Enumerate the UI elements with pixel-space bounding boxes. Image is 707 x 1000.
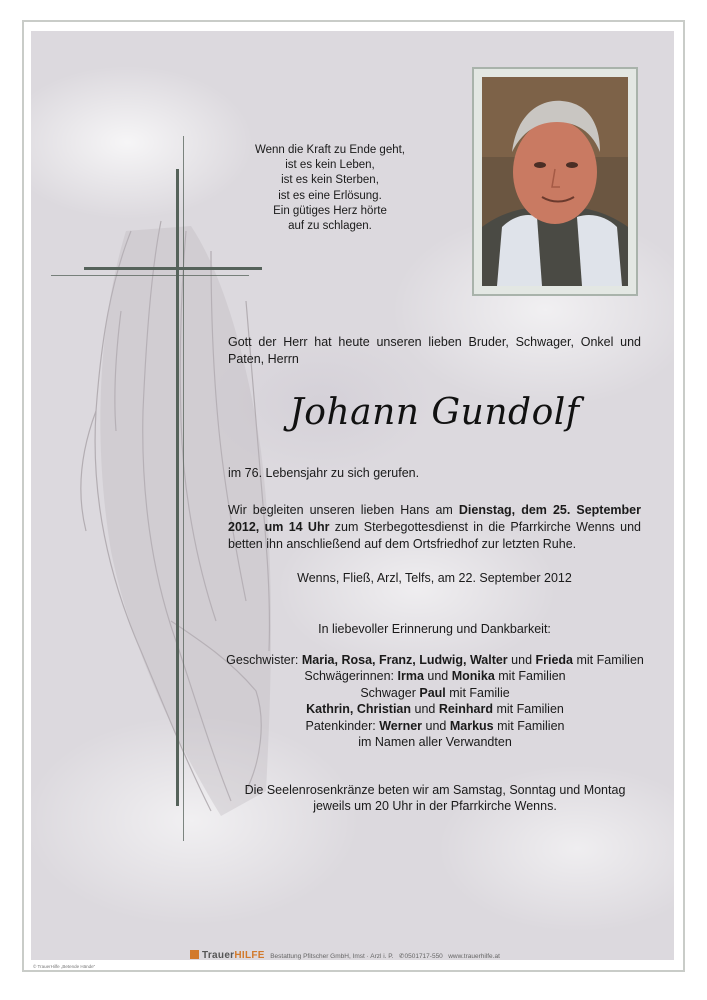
phone-number: 0501717-550 [404, 953, 443, 960]
portrait-photo [482, 77, 628, 286]
funeral-text-part: Wir begleiten unseren lieben Hans am [228, 503, 459, 517]
mourner-label: Schwägerinnen: [304, 669, 398, 684]
mourner-line: im Namen aller Verwandten [358, 735, 512, 750]
copyright-note: © TrauerHilfe „Betende Hände“ [33, 964, 96, 969]
mourner-line [210, 718, 660, 734]
mourner-names: Werner [379, 718, 423, 733]
place-date: Wenns, Fließ, Arzl, Telfs, am 22. September 2012 [297, 571, 572, 585]
mourner-label: Schwager [360, 685, 420, 700]
memory-heading: In liebevoller Erinnerung und Dankbarkeit: [318, 622, 551, 636]
cross-vertical [176, 169, 179, 806]
funeral-text [228, 502, 641, 553]
age-text: im 76. Lebensjahr zu sich gerufen. [228, 466, 420, 480]
phone-icon: ✆ [399, 953, 405, 960]
mourner-names: Reinhard [438, 702, 494, 717]
mourner-names: Markus [449, 718, 494, 733]
brand-name [202, 950, 265, 961]
deceased-name: Johann Gundolf [289, 392, 580, 433]
poem-line: Ein gütiges Herz hörte [273, 204, 387, 217]
mourner-names: Paul [419, 685, 446, 700]
cross-horizontal [84, 267, 262, 270]
rosary-text [210, 782, 660, 815]
mourner-names: Maria, Rosa, Franz, Ludwig, Walter [301, 653, 508, 667]
rosary-line: Die Seelenrosenkränze beten wir am Samstag, Sonntag und Montag [244, 783, 626, 797]
mourner-suffix: mit Familien [493, 718, 565, 733]
mourner-conj: und [422, 718, 450, 733]
poem-line: auf zu schlagen. [288, 220, 372, 233]
cross-horizontal-outer [51, 275, 249, 276]
mourner-suffix: mit Familie [445, 685, 510, 700]
memorial-poem [240, 143, 420, 234]
mourner-label: Patenkinder: [305, 718, 380, 733]
footer [190, 950, 550, 964]
portrait-frame [472, 67, 638, 296]
poem-line: ist es kein Leben, [285, 159, 375, 172]
mourner-line [210, 652, 660, 668]
mourner-line [210, 685, 660, 701]
mourner-suffix: mit Familien [494, 669, 566, 684]
brand-part: Trauer [202, 950, 235, 961]
mourner-suffix: mit Familien [493, 702, 564, 717]
mourners-list [210, 652, 660, 750]
funeral-date: Dienstag, dem 25. September 2012, um 14 Uhr [228, 503, 641, 534]
mourner-names: Irma [397, 669, 424, 684]
mourner-conj: und [507, 653, 536, 667]
cross-vertical-outer [183, 136, 184, 841]
mourner-names: Monika [451, 669, 495, 684]
mourner-label: Geschwister: [226, 653, 302, 667]
mourner-conj: und [411, 702, 439, 717]
funeral-text-part: zum Sterbegottesdienst in die Pfarrkirche Wenns und betten ihn anschließend auf dem Ortsfriedhof zur letzten Ruhe. [228, 520, 641, 551]
poem-line: ist es eine Erlösung. [278, 189, 382, 202]
intro-text: Gott der Herr hat heute unseren lieben Bruder, Schwager, Onkel und Paten, Herrn [228, 335, 641, 366]
company-name: Bestattung Pfitscher GmbH, Imst · Arzl i. P. [270, 953, 394, 960]
poem-line: ist es kein Sterben, [281, 174, 379, 187]
mourner-suffix: mit Familien [573, 653, 644, 667]
mourner-line [210, 701, 660, 717]
trauerhilfe-logo-icon [190, 950, 199, 959]
brand-part: HILFE [234, 950, 265, 961]
mourner-names: Frieda [535, 653, 574, 667]
paper-background [31, 31, 674, 960]
rosary-line: jeweils um 20 Uhr in der Pfarrkirche Wenns. [313, 799, 557, 814]
mourner-conj: und [423, 669, 452, 684]
mourner-names: Kathrin, Christian [306, 702, 412, 717]
website-link[interactable]: www.trauerhilfe.at [448, 953, 500, 960]
mourner-line [210, 668, 660, 684]
poem-line: Wenn die Kraft zu Ende geht, [254, 144, 406, 156]
